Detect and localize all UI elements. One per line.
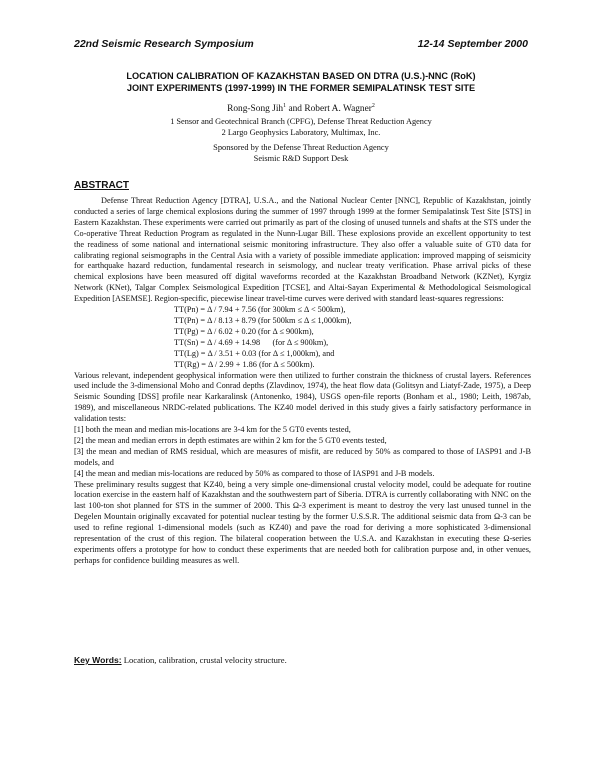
title-line-2: JOINT EXPERIMENTS (1997-1999) IN THE FORMER SEMIPALATINSK TEST SITE — [126, 83, 476, 93]
author-1: Rong-Song Jih — [227, 104, 284, 115]
sponsor-line-1: Sponsored by the Defense Threat Reduction Agency — [213, 143, 389, 152]
keywords-label: Key Words: — [74, 655, 122, 665]
authors-block — [74, 101, 528, 139]
title-line-1: LOCATION CALIBRATION OF KAZAKHSTAN BASED ON DTRA (U.S.)-NNC (RoK) — [126, 71, 476, 81]
abstract-body — [74, 196, 531, 567]
list-item: [3] the mean and median of RMS residual, which are measures of misfit, are reduced by 50% as compared to those of IASP91 and J-B models, and — [74, 446, 531, 467]
author-1-sup: 1 — [283, 103, 287, 109]
equation: TT(Sn) = Δ / 4.69 + 14.98 (for Δ ≤ 900km), — [174, 337, 329, 347]
abstract-paragraph-2: Various relevant, independent geophysical information were then utilized to further constrain the thickness of crustal layers. References used include the 3-dimensional Moho and Conrad depths (Zlavdinov, 1974), the heat flow data (Golitsyn and Liatyf-Zade, 1975), a Deep Seismic Sounding [DSS] profile near Karkaralinsk (Antonenko, 1984), USGS open-file reports (Bonham et al., 1980; Leith, 1987ab, 1989), and miscellaneous NRDC-related publications. The KZ40 model derived in this study gives a fairly satisfactory performance in validation tests: — [74, 370, 531, 424]
author-and: and — [286, 104, 305, 115]
abstract-heading: ABSTRACT — [74, 180, 129, 191]
equation: TT(Pg) = Δ / 6.02 + 0.20 (for Δ ≤ 900km), — [174, 326, 314, 336]
equation: TT(Rg) = Δ / 2.99 + 1.86 (for Δ ≤ 500km). — [174, 359, 315, 369]
list-item: [1] both the mean and median mis-locations are 3-4 km for the 5 GT0 events tested, — [74, 425, 351, 435]
header-date: 12-14 September 2000 — [417, 38, 528, 50]
sponsor-block — [74, 142, 528, 164]
equation: TT(Lg) = Δ / 3.51 + 0.03 (for Δ ≤ 1,000km), and — [174, 348, 335, 358]
author-names — [74, 101, 528, 116]
keywords-text: Location, calibration, crustal velocity structure. — [121, 655, 287, 665]
sponsor-line-2: Seismic R&D Support Desk — [253, 154, 349, 163]
header-symposium: 22nd Seismic Research Symposium — [74, 38, 254, 50]
author-2: Robert A. Wagner — [304, 104, 372, 115]
affiliation-1: 1 Sensor and Geotechnical Branch (CPFG), Defense Threat Reduction Agency — [170, 116, 432, 126]
equation-list — [74, 305, 531, 370]
list-item: [2] the mean and median errors in depth estimates are within 2 km for the 5 GT0 events tested, — [74, 435, 387, 445]
abstract-paragraph-3: These preliminary results suggest that KZ40, being a very simple one-dimensional crustal velocity model, could be adequate for routine location exercise in the eastern half of Kazakhstan and the southwestern part of Siberia. DTRA is currently collaborating with NNC on the last 100-ton shot planned for STS in the summer of 2000. This Ω-3 experiment is meant to destroy the very last unused tunnel in the Degelen Mountain originally excavated for potential nuclear testing by the former U.S.S.R. The additional seismic data from Ω-3 can be used to refine regional 1-dimensional models (such as KZ40) and pave the road for deriving a more sophisticated 3-dimensional representation of the crust of this region. The bilateral cooperation between the U.S.A. and Kazakhstan in executing these Ω-series experiments offers a prototype for how to conduct these experiments that are needed both for calibration purpose and, in other venues, perhaps for confidence building measures as well. — [74, 479, 531, 565]
equation: TT(Pn) = Δ / 7.94 + 7.56 (for 300km ≤ Δ < 500km), — [174, 305, 346, 315]
equation: TT(Pn) = Δ / 8.13 + 8.79 (for 500km ≤ Δ ≤ 1,000km), — [174, 315, 352, 325]
author-2-sup: 2 — [371, 103, 375, 109]
affiliation-2: 2 Largo Geophysics Laboratory, Multimax, Inc. — [221, 128, 381, 138]
paper-title — [74, 70, 528, 94]
list-item: [4] the mean and median mis-locations are reduced by 50% as compared to those of IASP91 and J-B models. — [74, 468, 435, 478]
keywords-line — [74, 655, 287, 665]
abstract-paragraph-1: Defense Threat Reduction Agency [DTRA], U.S.A., and the National Nuclear Center [NNC], Republic of Kazakhstan, jointly conducted a series of large chemical explosions during the summer of 1997 through 1999 at the former Semipalatinsk Test Site [STS] in Eastern Kazakhstan. These experiments were carried out primarily as part of the closing of unused tunnels and shafts at the STS under the Co-operative Threat Reduction Program as regulated in the Nunn-Lugar Bill. These explosions provide an excellent opportunity to test the readiness of some national and international seismic monitoring infrastructure. They also offer a valuable suite of GT0 data for calibrating regional seismographs in the Central Asia with a variety of possible immediate application: improved mapping of seismicity for earthquake hazard reduction, fundamental research in seismology, and nuclear treaty verification. Phase arrival picks of these chemical explosions have been measured off digital waveforms recorded at the Kazakhstan Broadband Network (KZNet), Kyrgiz Network (KNet), Talgar Complex Seismological Expedition [TCSE], and Altai-Sayan Experimental & Methodological Seismological Expedition [ASEMSE]. Region-specific, piecewise linear travel-time curves were derived with standard least-squares regressions: — [74, 196, 531, 304]
